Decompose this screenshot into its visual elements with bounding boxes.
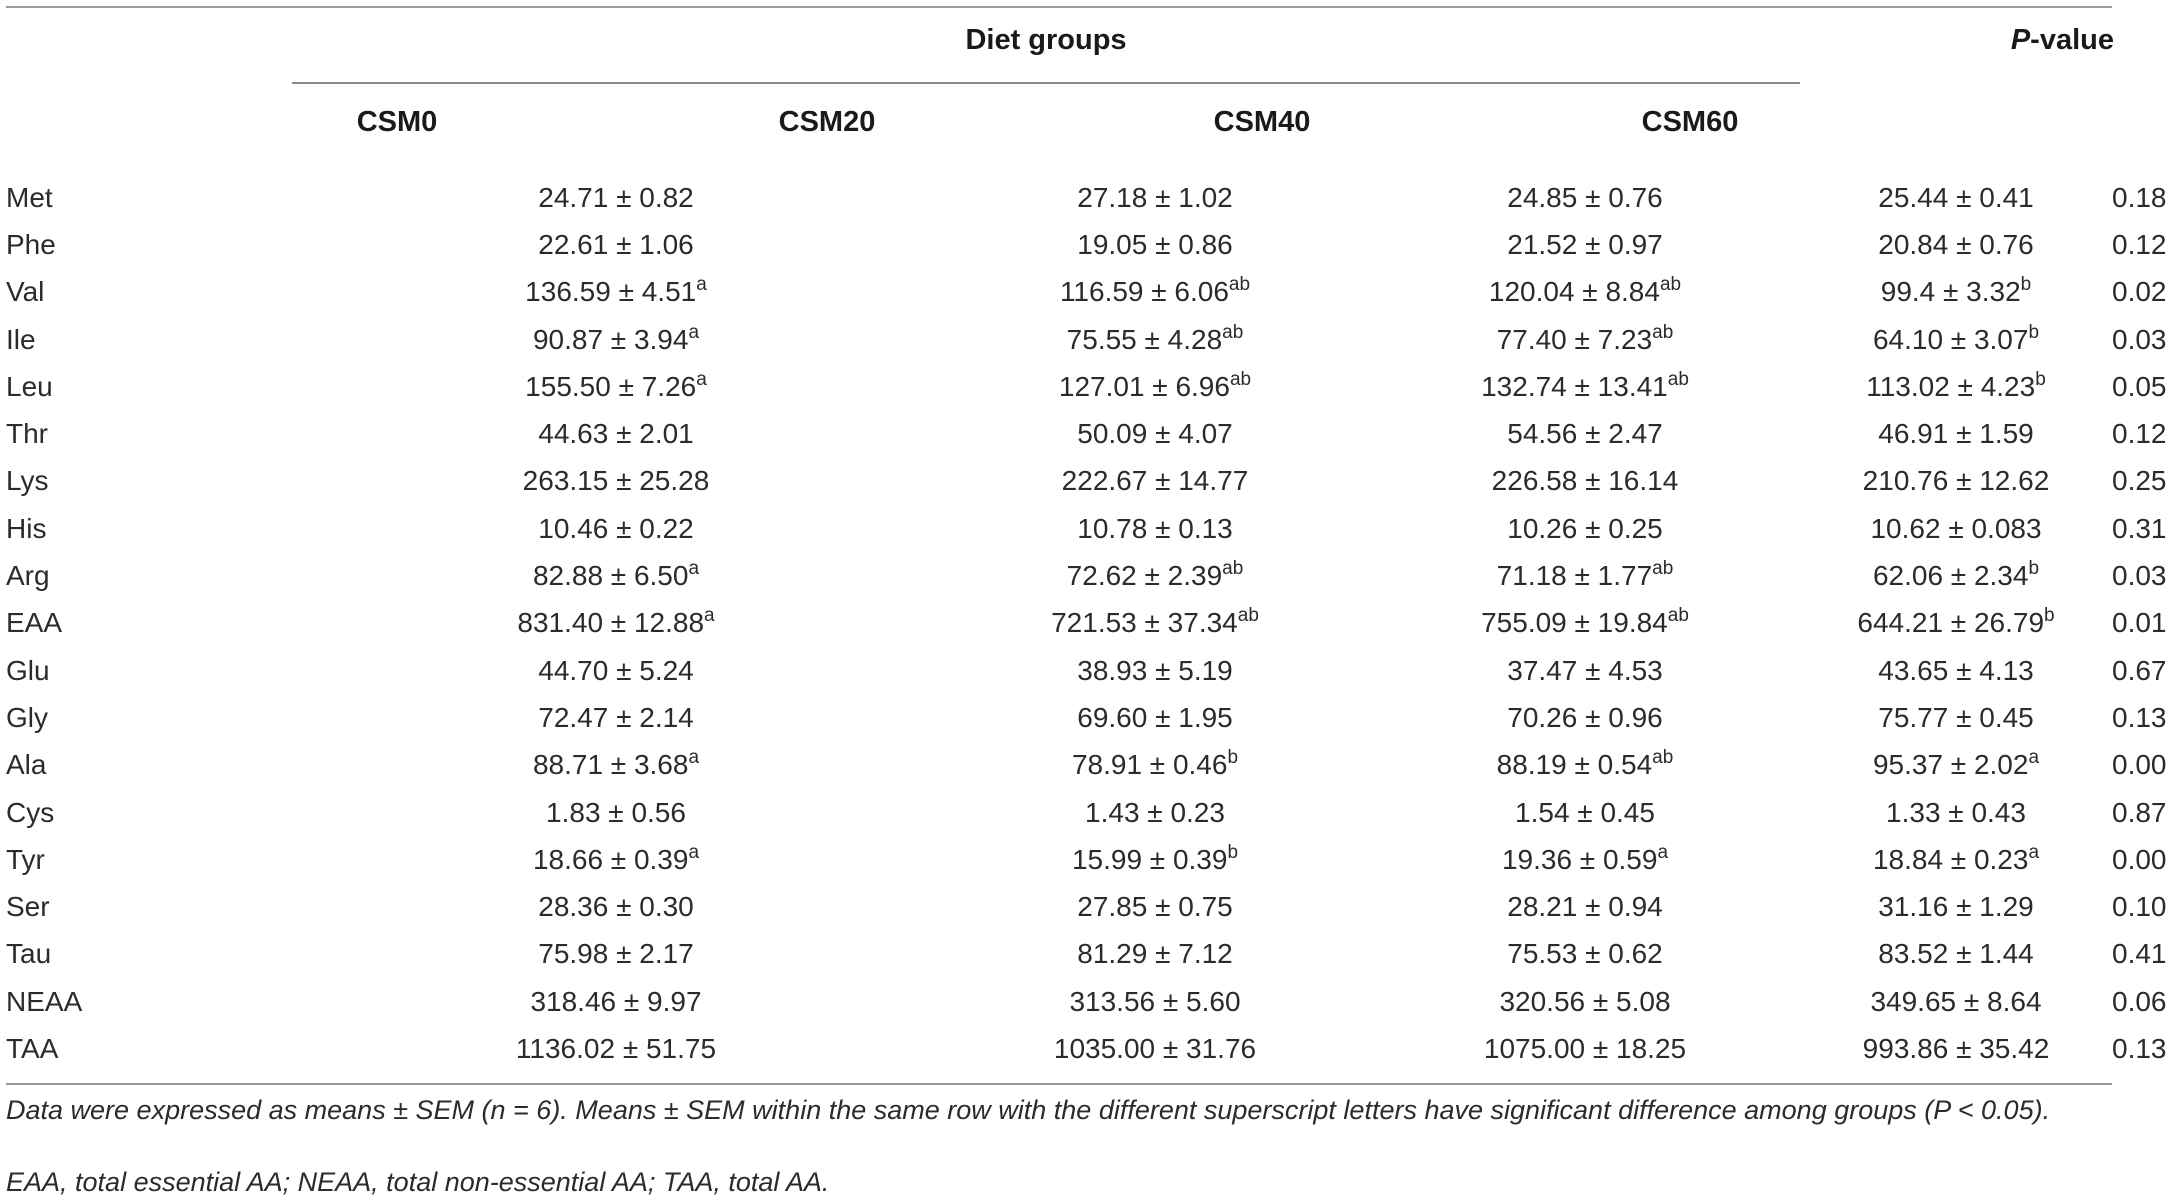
value-cell: [940, 505, 1370, 552]
cell-value: 81.29 ± 7.12: [1077, 938, 1233, 970]
significance-letter: ab: [1652, 321, 1674, 343]
value-cell: [292, 1025, 940, 1072]
cell-value: 116.59 ± 6.06: [1059, 276, 1229, 308]
row-label: Met: [6, 181, 53, 213]
p-value-header: [2011, 24, 2114, 57]
cell-value: 21.52 ± 0.97: [1507, 228, 1663, 260]
value-cell: [1370, 363, 1800, 410]
cell-value: 320.56 ± 5.08: [1499, 985, 1671, 1017]
cell-value: 1.54 ± 0.45: [1515, 796, 1655, 828]
significance-letter: ab: [1667, 605, 1689, 627]
cell-value: 1136.02 ± 51.75: [515, 1032, 717, 1064]
row-label: Leu: [6, 370, 53, 402]
table-row: EAA 831.40 ± 12.88$^a$ 721.53 ± 37.34$^{ab}$ 755.09 ± 19.84$^{ab}$ 644.21 ± 26.79$^b$ 0.01: [6, 600, 2112, 647]
cell-value: 18.66 ± 0.39: [532, 843, 689, 875]
cell-value: 90.87 ± 3.94: [532, 323, 689, 355]
cell-value: 77.40 ± 7.23: [1496, 323, 1653, 355]
cell-value: 44.63 ± 2.01: [538, 418, 694, 450]
significance-letter: a: [1657, 841, 1669, 863]
value-cell: [292, 316, 940, 363]
significance-letter: b: [2020, 274, 2032, 296]
cell-value: 10.62 ± 0.083: [1870, 512, 2042, 544]
row-label: Thr: [6, 418, 48, 450]
cell-value: 993.86 ± 35.42: [1862, 1032, 2050, 1064]
cell-value: 19.05 ± 0.86: [1077, 228, 1233, 260]
value-cell: [1370, 694, 1800, 741]
cell-value: 318.46 ± 9.97: [530, 985, 702, 1017]
significance-letter: a: [688, 558, 700, 580]
value-cell: [940, 221, 1370, 268]
significance-letter: a: [704, 605, 715, 627]
significance-letter: ab: [1222, 558, 1244, 580]
value-cell: [1800, 789, 2112, 836]
cell-value: 69.60 ± 1.95: [1077, 701, 1233, 733]
significance-letter: a: [696, 274, 707, 296]
value-cell: [1370, 410, 1800, 457]
cell-value: 24.71 ± 0.82: [538, 181, 694, 213]
significance-letter: ab: [1228, 274, 1251, 296]
value-cell: [292, 883, 940, 930]
cell-value: 75.98 ± 2.17: [538, 938, 694, 970]
value-cell: [292, 789, 940, 836]
row-label: Phe: [6, 228, 56, 260]
value-cell: [292, 221, 940, 268]
row-label: Arg: [6, 560, 50, 592]
row-label: NEAA: [6, 985, 83, 1017]
significance-letter: a: [688, 321, 700, 343]
row-label: Ala: [6, 749, 47, 781]
cell-value: 27.18 ± 1.02: [1077, 181, 1233, 213]
value-cell: [940, 883, 1370, 930]
column-header-csm40: CSM40: [1213, 106, 1311, 138]
value-cell: [940, 458, 1370, 505]
diet-groups-rule: [292, 82, 1800, 84]
significance-letter: ab: [1237, 605, 1259, 627]
cell-value: 19.36 ± 0.59: [1501, 843, 1658, 875]
cell-value: 222.67 ± 14.77: [1061, 465, 1249, 497]
cell-value: 95.37 ± 2.02: [1872, 749, 2029, 781]
cell-value: 136.59 ± 4.51: [525, 276, 697, 308]
value-cell: [1370, 789, 1800, 836]
value-cell: [940, 694, 1370, 741]
cell-value: 75.53 ± 0.62: [1507, 938, 1663, 970]
cell-value: 1.83 ± 0.56: [546, 796, 686, 828]
cell-value: 88.71 ± 3.68: [532, 749, 689, 781]
value-cell: [1370, 742, 1800, 789]
cell-value: 210.76 ± 12.62: [1862, 465, 2050, 497]
table-body: [6, 174, 2167, 1073]
value-cell: [1370, 552, 1800, 599]
value-cell: [1800, 316, 2112, 363]
row-label: Ser: [6, 891, 50, 923]
significance-letter: b: [1227, 747, 1239, 769]
significance-letter: a: [696, 368, 707, 390]
column-header-csm0: CSM0: [356, 106, 438, 138]
table-row: Phe 22.61 ± 1.06 19.05 ± 0.86 21.52 ± 0.97 20.84 ± 0.76 0.12: [6, 221, 2112, 268]
value-cell: [292, 174, 940, 221]
value-cell: [292, 363, 940, 410]
value-cell: [940, 742, 1370, 789]
value-cell: [292, 600, 940, 647]
cell-value: 113.02 ± 4.23: [1866, 370, 2036, 402]
column-header-csm20: CSM20: [778, 106, 876, 138]
value-cell: [1370, 458, 1800, 505]
row-label: Tyr: [6, 843, 45, 875]
value-cell: [1800, 505, 2112, 552]
value-cell: [1370, 1025, 1800, 1072]
significance-letter: b: [2028, 558, 2040, 580]
cell-value: 62.06 ± 2.34: [1872, 560, 2029, 592]
cell-value: 64.10 ± 3.07: [1872, 323, 2029, 355]
value-cell: [1800, 694, 2112, 741]
cell-value: 46.91 ± 1.59: [1878, 418, 2034, 450]
value-cell: [940, 789, 1370, 836]
value-cell: [292, 505, 940, 552]
value-cell: [1370, 931, 1800, 978]
table-row: Lys 263.15 ± 25.28 222.67 ± 14.77 226.58 ± 16.14 210.76 ± 12.62 0.25: [6, 458, 2112, 505]
value-cell: [292, 931, 940, 978]
value-cell: [940, 978, 1370, 1025]
table-row: Glu 44.70 ± 5.24 38.93 ± 5.19 37.47 ± 4.53 43.65 ± 4.13 0.67: [6, 647, 2112, 694]
value-cell: [940, 316, 1370, 363]
cell-value: 44.70 ± 5.24: [538, 654, 694, 686]
cell-value: 10.78 ± 0.13: [1077, 512, 1233, 544]
row-label: Val: [6, 276, 45, 308]
row-label: TAA: [6, 1032, 59, 1064]
cell-value: 1.33 ± 0.43: [1886, 796, 2026, 828]
cell-value: 155.50 ± 7.26: [525, 370, 697, 402]
value-cell: [1800, 221, 2112, 268]
significance-letter: a: [688, 747, 700, 769]
significance-letter: a: [2028, 747, 2040, 769]
significance-letter: ab: [1229, 368, 1252, 390]
value-cell: [1370, 269, 1800, 316]
significance-letter: b: [2035, 368, 2046, 390]
table-row: Ala 88.71 ± 3.68$^a$ 78.91 ± 0.46$^b$ 88.19 ± 0.54$^{ab}$ 95.37 ± 2.02$^a$ 0.00: [6, 742, 2112, 789]
value-cell: [1800, 174, 2112, 221]
table-row: NEAA 318.46 ± 9.97 313.56 ± 5.60 320.56 ± 5.08 349.65 ± 8.64 0.06: [6, 978, 2112, 1025]
value-cell: [292, 694, 940, 741]
value-cell: [940, 931, 1370, 978]
cell-value: 38.93 ± 5.19: [1077, 654, 1233, 686]
cell-value: 15.99 ± 0.39: [1071, 843, 1228, 875]
significance-letter: ab: [1222, 321, 1244, 343]
cell-value: 132.74 ± 13.41: [1481, 370, 1668, 402]
value-cell: [292, 742, 940, 789]
value-cell: [940, 600, 1370, 647]
cell-value: 1035.00 ± 31.76: [1053, 1032, 1257, 1064]
cell-value: 10.46 ± 0.22: [538, 512, 694, 544]
row-label: Gly: [6, 701, 48, 733]
value-cell: [1370, 221, 1800, 268]
cell-value: 27.85 ± 0.75: [1077, 891, 1233, 923]
value-cell: [1800, 836, 2112, 883]
significance-letter: ab: [1652, 558, 1674, 580]
value-cell: [1370, 316, 1800, 363]
cell-value: 50.09 ± 4.07: [1077, 418, 1233, 450]
table-row: Leu 155.50 ± 7.26$^a$ 127.01 ± 6.96$^{ab}$ 132.74 ± 13.41$^{ab}$ 113.02 ± 4.23$^b$ 0.05: [6, 363, 2112, 410]
cell-value: 72.47 ± 2.14: [538, 701, 694, 733]
significance-letter: ab: [1652, 747, 1674, 769]
value-cell: [1800, 883, 2112, 930]
table-row: Met 24.71 ± 0.82 27.18 ± 1.02 24.85 ± 0.76 25.44 ± 0.41 0.18: [6, 174, 2112, 221]
value-cell: [1800, 410, 2112, 457]
row-label: Cys: [6, 796, 55, 828]
significance-letter: a: [688, 841, 700, 863]
value-cell: [940, 1025, 1370, 1072]
significance-letter: b: [2044, 605, 2055, 627]
value-cell: [1370, 600, 1800, 647]
table-row: Arg 82.88 ± 6.50$^a$ 72.62 ± 2.39$^{ab}$ 71.18 ± 1.77$^{ab}$ 62.06 ± 2.34$^b$ 0.03: [6, 552, 2112, 599]
table-row: Tau 75.98 ± 2.17 81.29 ± 7.12 75.53 ± 0.62 83.52 ± 1.44 0.41: [6, 931, 2112, 978]
cell-value: 24.85 ± 0.76: [1507, 181, 1663, 213]
cell-value: 37.47 ± 4.53: [1507, 654, 1663, 686]
value-cell: [1370, 505, 1800, 552]
diet-groups-header: Diet groups: [965, 24, 1127, 56]
cell-value: 82.88 ± 6.50: [532, 560, 689, 592]
cell-value: 88.19 ± 0.54: [1496, 749, 1653, 781]
value-cell: [1800, 552, 2112, 599]
cell-value: 78.91 ± 0.46: [1071, 749, 1228, 781]
table-row: Cys 1.83 ± 0.56 1.43 ± 0.23 1.54 ± 0.45 1.33 ± 0.43 0.87: [6, 789, 2112, 836]
footnote-abbreviations: EAA, total essential AA; NEAA, total non-essential AA; TAA, total AA.: [6, 1167, 830, 1197]
value-cell: [292, 836, 940, 883]
table-row: Ile 90.87 ± 3.94$^a$ 75.55 ± 4.28$^{ab}$ 77.40 ± 7.23$^{ab}$ 64.10 ± 3.07$^b$ 0.03: [6, 316, 2112, 363]
cell-value: 75.55 ± 4.28: [1066, 323, 1223, 355]
cell-value: 28.21 ± 0.94: [1507, 891, 1663, 923]
value-cell: [292, 458, 940, 505]
value-cell: [940, 269, 1370, 316]
cell-value: 644.21 ± 26.79: [1857, 607, 2045, 639]
value-cell: [940, 174, 1370, 221]
cell-value: 755.09 ± 19.84: [1481, 607, 1668, 639]
cell-value: 1.43 ± 0.23: [1085, 796, 1225, 828]
value-cell: [1800, 647, 2112, 694]
cell-value: 10.26 ± 0.25: [1507, 512, 1663, 544]
value-cell: [292, 410, 940, 457]
value-cell: [940, 552, 1370, 599]
bottom-rule: [6, 1083, 2112, 1085]
value-cell: [1370, 836, 1800, 883]
cell-value: 20.84 ± 0.76: [1878, 228, 2034, 260]
significance-letter: ab: [1667, 368, 1689, 390]
value-cell: [940, 647, 1370, 694]
table-row: His 10.46 ± 0.22 10.78 ± 0.13 10.26 ± 0.25 10.62 ± 0.083 0.31: [6, 505, 2112, 552]
table-row: TAA 1136.02 ± 51.75 1035.00 ± 31.76 1075.00 ± 18.25 993.86 ± 35.42 0.13: [6, 1025, 2112, 1072]
value-cell: [1370, 883, 1800, 930]
value-cell: [1800, 931, 2112, 978]
footnote-data-expression: Data were expressed as means ± SEM (n = 6). Means ± SEM within the same row with the different superscript letters have significant difference among groups (P < 0.05).: [6, 1095, 2051, 1125]
value-cell: [1370, 647, 1800, 694]
cell-value: 31.16 ± 1.29: [1878, 891, 2034, 923]
value-cell: [1370, 978, 1800, 1025]
row-label: Glu: [6, 654, 50, 686]
value-cell: [1800, 978, 2112, 1025]
cell-value: 120.04 ± 8.84: [1488, 276, 1660, 308]
column-header-csm60: CSM60: [1641, 106, 1739, 138]
cell-value: 313.56 ± 5.60: [1069, 985, 1241, 1017]
value-cell: [292, 647, 940, 694]
row-label: His: [6, 512, 47, 544]
row-label: EAA: [6, 607, 63, 639]
p-value-header-italic: P: [2010, 24, 2031, 56]
cell-value: 54.56 ± 2.47: [1507, 418, 1663, 450]
cell-value: 75.77 ± 0.45: [1878, 701, 2034, 733]
significance-letter: b: [1227, 841, 1239, 863]
cell-value: 263.15 ± 25.28: [522, 465, 710, 497]
cell-value: 43.65 ± 4.13: [1878, 654, 2034, 686]
cell-value: 349.65 ± 8.64: [1870, 985, 2042, 1017]
p-value-header-rest: -value: [2030, 24, 2114, 56]
value-cell: [940, 410, 1370, 457]
value-cell: [1800, 458, 2112, 505]
amino-acid-table: [6, 174, 2167, 1073]
value-cell: [292, 269, 940, 316]
cell-value: 831.40 ± 12.88: [517, 607, 705, 639]
significance-letter: a: [2028, 841, 2040, 863]
cell-value: 1075.00 ± 18.25: [1483, 1032, 1687, 1064]
table-row: Thr 44.63 ± 2.01 50.09 ± 4.07 54.56 ± 2.47 46.91 ± 1.59 0.12: [6, 410, 2112, 457]
significance-letter: b: [2028, 321, 2040, 343]
cell-value: 83.52 ± 1.44: [1878, 938, 2034, 970]
cell-value: 70.26 ± 0.96: [1507, 701, 1663, 733]
value-cell: [1800, 600, 2112, 647]
top-rule: [6, 6, 2112, 8]
table-row: Ser 28.36 ± 0.30 27.85 ± 0.75 28.21 ± 0.94 31.16 ± 1.29 0.10: [6, 883, 2112, 930]
row-label: Tau: [6, 938, 52, 970]
cell-value: 226.58 ± 16.14: [1491, 465, 1679, 497]
value-cell: [1800, 269, 2112, 316]
cell-value: 72.62 ± 2.39: [1066, 560, 1223, 592]
value-cell: [292, 552, 940, 599]
value-cell: [1800, 1025, 2112, 1072]
value-cell: [1800, 363, 2112, 410]
cell-value: 25.44 ± 0.41: [1878, 181, 2034, 213]
value-cell: [1800, 742, 2112, 789]
significance-letter: ab: [1659, 274, 1682, 296]
value-cell: [940, 363, 1370, 410]
table-row: Val 136.59 ± 4.51$^a$ 116.59 ± 6.06$^{ab}$ 120.04 ± 8.84$^{ab}$ 99.4 ± 3.32$^b$ 0.02: [6, 269, 2112, 316]
value-cell: [940, 836, 1370, 883]
cell-value: 28.36 ± 0.30: [538, 891, 694, 923]
value-cell: [1370, 174, 1800, 221]
cell-value: 721.53 ± 37.34: [1051, 607, 1238, 639]
cell-value: 127.01 ± 6.96: [1058, 370, 1230, 402]
row-label: Ile: [6, 323, 36, 355]
cell-value: 71.18 ± 1.77: [1496, 560, 1653, 592]
cell-value: 22.61 ± 1.06: [538, 228, 694, 260]
cell-value: 99.4 ± 3.32: [1880, 276, 2021, 308]
value-cell: [292, 978, 940, 1025]
table-row: Tyr 18.66 ± 0.39$^a$ 15.99 ± 0.39$^b$ 19.36 ± 0.59$^a$ 18.84 ± 0.23$^a$ 0.00: [6, 836, 2112, 883]
row-label: Lys: [6, 465, 49, 497]
table-row: Gly 72.47 ± 2.14 69.60 ± 1.95 70.26 ± 0.96 75.77 ± 0.45 0.13: [6, 694, 2112, 741]
cell-value: 18.84 ± 0.23: [1872, 843, 2029, 875]
